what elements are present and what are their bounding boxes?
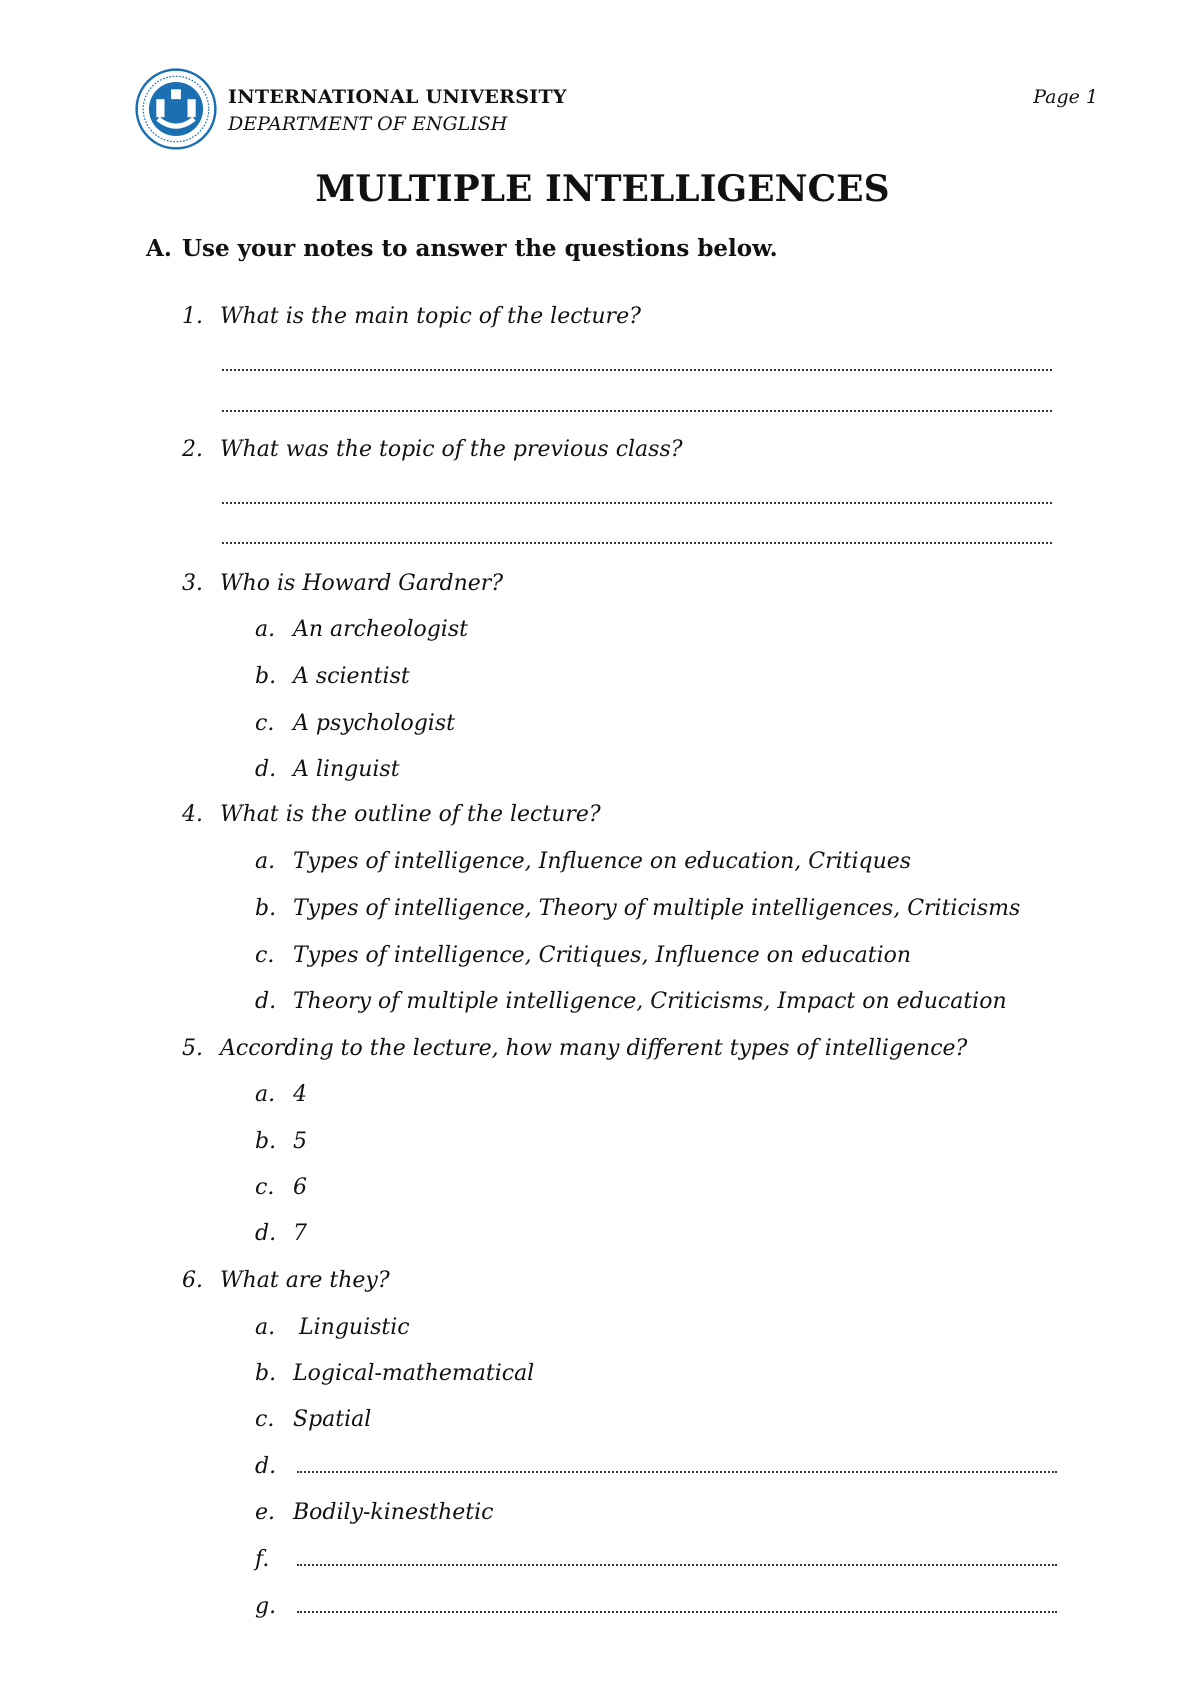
question-number: 2. xyxy=(182,437,203,462)
answer-line[interactable] xyxy=(297,1611,1057,1613)
option-item[interactable] xyxy=(255,1315,410,1340)
option-letter: b. xyxy=(255,1361,277,1386)
option-item[interactable] xyxy=(255,1082,307,1107)
section-instruction: Use your notes to answer the questions below. xyxy=(182,235,778,262)
option-letter: d. xyxy=(255,757,277,782)
option-item[interactable] xyxy=(255,1407,371,1432)
option-text: A scientist xyxy=(293,664,410,689)
option-text: Logical-mathematical xyxy=(293,1361,535,1386)
option-letter: e. xyxy=(255,1500,276,1525)
option-text: 6 xyxy=(293,1175,307,1200)
option-text: Theory of multiple intelligence, Criticisms, Impact on education xyxy=(293,989,1007,1014)
question-3 xyxy=(182,571,503,596)
option-item-blank[interactable] xyxy=(255,1547,1057,1572)
option-item[interactable] xyxy=(255,757,400,782)
section-label: A. xyxy=(146,235,172,262)
question-number: 6. xyxy=(182,1268,203,1293)
option-letter: f. xyxy=(255,1547,270,1572)
question-2 xyxy=(182,437,683,462)
question-5 xyxy=(182,1036,967,1061)
answer-line[interactable] xyxy=(222,410,1052,412)
question-number: 1. xyxy=(182,304,203,329)
option-letter: d. xyxy=(255,989,277,1014)
answer-line[interactable] xyxy=(297,1564,1057,1566)
option-text: A linguist xyxy=(293,757,400,782)
option-text: Bodily-kinesthetic xyxy=(293,1500,494,1525)
option-item[interactable] xyxy=(255,896,1020,921)
question-4 xyxy=(182,802,601,827)
option-text: Types of intelligence, Influence on education, Critiques xyxy=(293,849,912,874)
question-6 xyxy=(182,1268,390,1293)
question-text: What are they? xyxy=(220,1268,390,1293)
option-item[interactable] xyxy=(255,943,911,968)
option-letter: a. xyxy=(255,1315,276,1340)
option-letter: b. xyxy=(255,664,277,689)
option-item[interactable] xyxy=(255,989,1007,1014)
question-number: 3. xyxy=(182,571,203,596)
university-name: INTERNATIONAL UNIVERSITY xyxy=(228,86,567,108)
option-text: A psychologist xyxy=(293,711,455,736)
option-item[interactable] xyxy=(255,617,468,642)
option-letter: d. xyxy=(255,1454,277,1479)
option-item[interactable] xyxy=(255,1500,494,1525)
option-letter: d. xyxy=(255,1221,277,1246)
department-name: DEPARTMENT OF ENGLISH xyxy=(228,113,508,135)
option-item[interactable] xyxy=(255,711,455,736)
option-letter: a. xyxy=(255,1082,276,1107)
answer-line[interactable] xyxy=(222,369,1052,371)
page-number: Page 1 xyxy=(1033,86,1098,108)
answer-line[interactable] xyxy=(222,542,1052,544)
option-text: Spatial xyxy=(293,1407,372,1432)
option-letter: b. xyxy=(255,896,277,921)
question-text: What was the topic of the previous class? xyxy=(220,437,683,462)
option-item-blank[interactable] xyxy=(255,1594,1057,1619)
question-number: 4. xyxy=(182,802,203,827)
option-text: 5 xyxy=(293,1129,307,1154)
option-text: Types of intelligence, Critiques, Influence on education xyxy=(293,943,912,968)
option-text: 4 xyxy=(293,1082,307,1107)
question-text: According to the lecture, how many different types of intelligence? xyxy=(220,1036,968,1061)
option-item[interactable] xyxy=(255,849,911,874)
section-heading xyxy=(146,235,778,262)
option-letter: a. xyxy=(255,617,276,642)
question-1 xyxy=(182,304,641,329)
document-title: MULTIPLE INTELLIGENCES xyxy=(315,168,890,210)
university-seal-icon xyxy=(135,68,217,150)
question-number: 5. xyxy=(182,1036,203,1061)
answer-line[interactable] xyxy=(297,1471,1057,1473)
option-text: An archeologist xyxy=(293,617,468,642)
option-item[interactable] xyxy=(255,1221,307,1246)
question-text: Who is Howard Gardner? xyxy=(220,571,504,596)
option-letter: c. xyxy=(255,943,275,968)
option-item[interactable] xyxy=(255,1129,307,1154)
option-letter: c. xyxy=(255,711,275,736)
option-letter: g. xyxy=(255,1594,277,1619)
option-item[interactable] xyxy=(255,664,410,689)
option-text: Linguistic xyxy=(299,1315,410,1340)
option-item[interactable] xyxy=(255,1175,307,1200)
option-letter: c. xyxy=(255,1175,275,1200)
option-letter: a. xyxy=(255,849,276,874)
question-text: What is the outline of the lecture? xyxy=(220,802,601,827)
question-text: What is the main topic of the lecture? xyxy=(220,304,641,329)
answer-line[interactable] xyxy=(222,502,1052,504)
option-item-blank[interactable] xyxy=(255,1454,1057,1479)
option-letter: c. xyxy=(255,1407,275,1432)
option-letter: b. xyxy=(255,1129,277,1154)
option-text: 7 xyxy=(293,1221,307,1246)
option-text: Types of intelligence, Theory of multiple intelligences, Criticisms xyxy=(293,896,1021,921)
option-item[interactable] xyxy=(255,1361,534,1386)
